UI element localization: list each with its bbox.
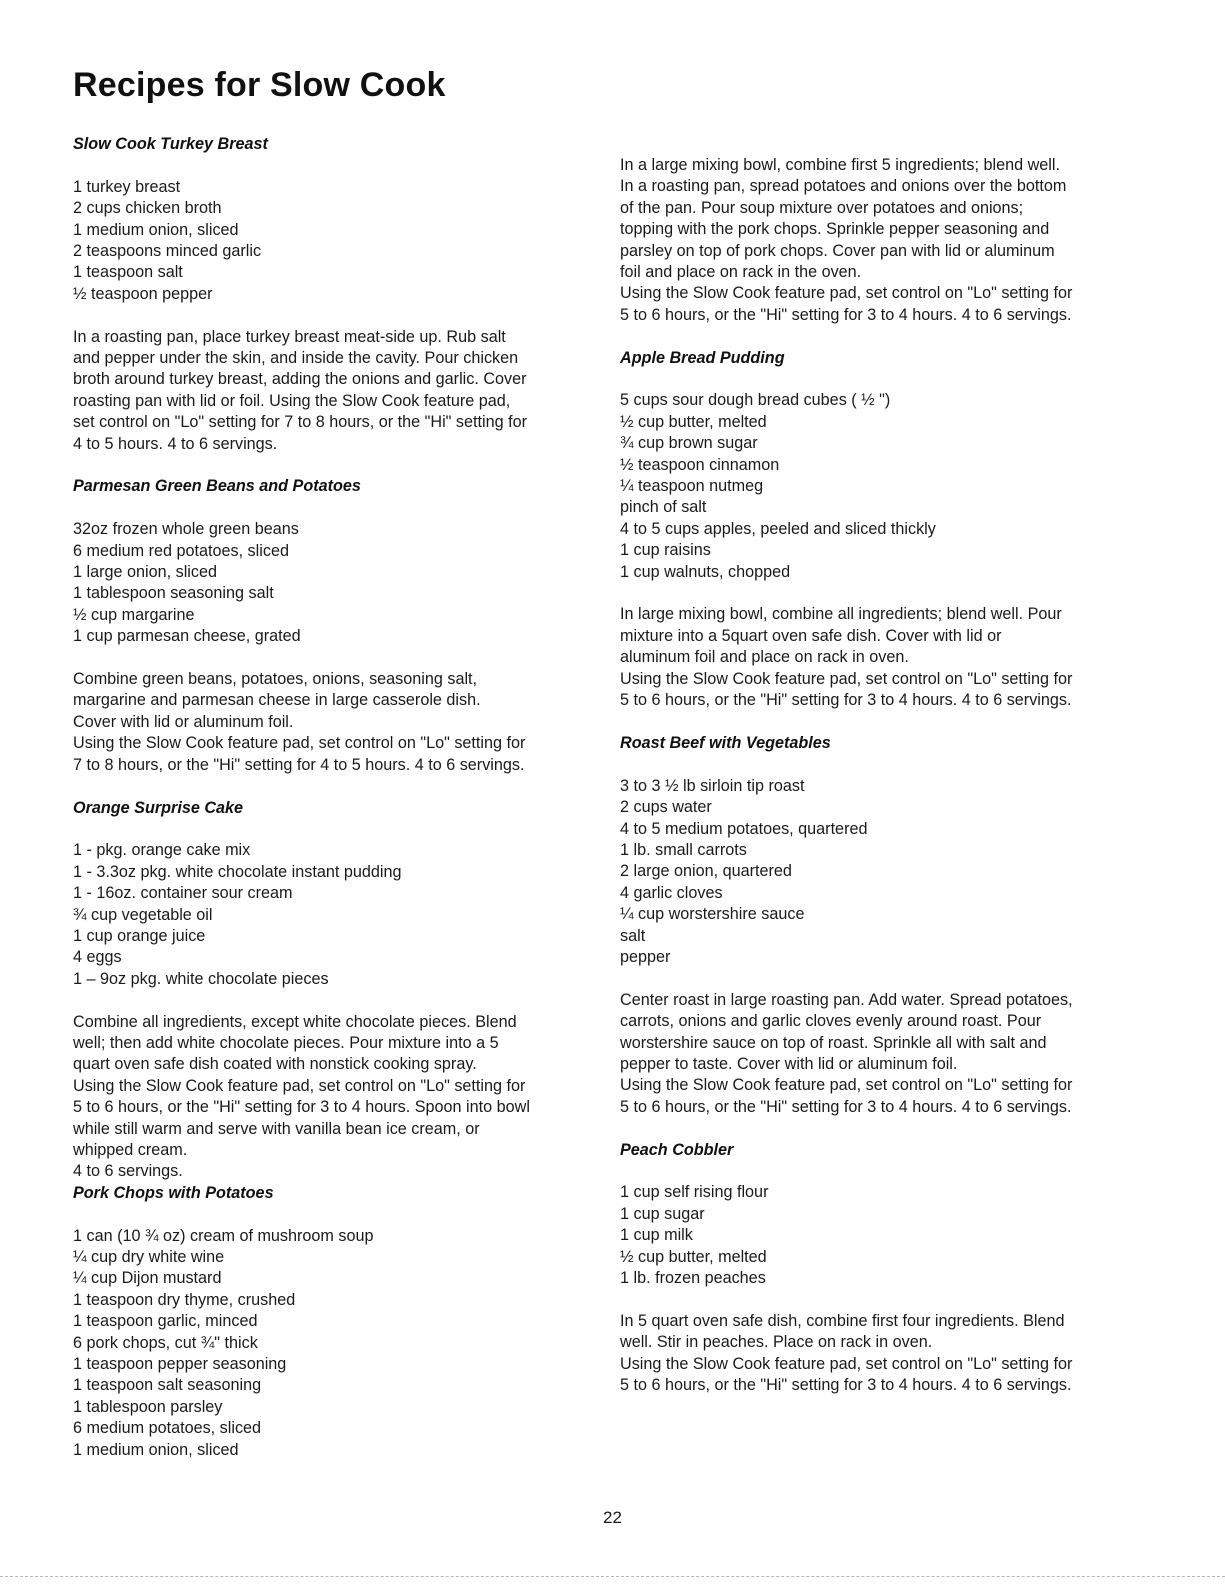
recipe-title: Parmesan Green Beans and Potatoes bbox=[73, 477, 361, 496]
scan-edge-divider bbox=[0, 1576, 1225, 1577]
recipe-pork-chops-continued bbox=[620, 155, 1145, 326]
ingredient-item: 2 cups water bbox=[620, 798, 712, 817]
ingredient-item: 1 cup parmesan cheese, grated bbox=[73, 627, 301, 646]
instruction-paragraph: Center roast in large roasting pan. Add water. Spread potatoes, carrots, onions and garlic cloves evenly around roast. Pour worstershire sauce on top of roast. Sprinkle all with salt and pepper to taste. Cover with lid or aluminum foil. bbox=[620, 990, 1073, 1073]
ingredient-list bbox=[73, 177, 598, 305]
instruction-paragraph: In a large mixing bowl, combine first 5 ingredients; blend well. In a roasting pan, spread potatoes and onions over the bottom of the pan. Pour soup mixture over potatoes and onions; topping with the pork chops. Sprinkle pepper seasoning and parsley on top of pork chops. Cover pan with lid or aluminum foil and place on rack in the oven. bbox=[620, 156, 1067, 282]
recipe-title: Pork Chops with Potatoes bbox=[73, 1183, 274, 1202]
ingredient-item: ¼ cup dry white wine bbox=[73, 1247, 225, 1266]
ingredient-item: 1 cup walnuts, chopped bbox=[620, 562, 791, 581]
ingredient-item: 1 medium onion, sliced bbox=[73, 220, 239, 239]
ingredient-item: 1 - pkg. orange cake mix bbox=[73, 841, 251, 860]
ingredient-item: 1 - 16oz. container sour cream bbox=[73, 884, 293, 903]
instruction-paragraph: Using the Slow Cook feature pad, set control on "Lo" setting for 7 to 8 hours, or the "Hi" setting for 4 to 5 hours. 4 to 6 servings. bbox=[73, 734, 526, 774]
instruction-paragraph: In 5 quart oven safe dish, combine first four ingredients. Blend well. Stir in peaches. Place on rack in oven. bbox=[620, 1311, 1065, 1352]
ingredient-item: salt bbox=[620, 926, 646, 945]
ingredient-item: 6 medium potatoes, sliced bbox=[73, 1419, 262, 1438]
ingredient-list bbox=[620, 1182, 1145, 1289]
instructions bbox=[620, 155, 1145, 326]
ingredient-list bbox=[620, 776, 1145, 969]
ingredient-item: 4 garlic cloves bbox=[620, 883, 723, 902]
recipe-title: Apple Bread Pudding bbox=[620, 348, 785, 367]
instructions bbox=[620, 1311, 1145, 1397]
ingredient-item: 1 teaspoon pepper seasoning bbox=[73, 1355, 287, 1374]
ingredient-item: 5 cups sour dough bread cubes ( ½ ") bbox=[620, 391, 891, 410]
ingredient-item: 1 teaspoon salt seasoning bbox=[73, 1376, 262, 1395]
recipe-roast-beef bbox=[620, 733, 1145, 1118]
ingredient-item: 1 teaspoon garlic, minced bbox=[73, 1312, 258, 1331]
page-title: Recipes for Slow Cook bbox=[73, 66, 446, 104]
instruction-paragraph: Using the Slow Cook feature pad, set control on "Lo" setting for 5 to 6 hours, or the "Hi" setting for 3 to 4 hours. 4 to 6 servings. bbox=[620, 1076, 1073, 1116]
recipe-pork-chops bbox=[73, 1183, 598, 1461]
ingredient-item: ½ cup butter, melted bbox=[620, 412, 767, 431]
ingredient-item: 1 lb. frozen peaches bbox=[620, 1269, 766, 1287]
ingredient-item: 1 – 9oz pkg. white chocolate pieces bbox=[73, 969, 329, 988]
instructions bbox=[73, 1012, 598, 1183]
ingredient-item: 1 teaspoon salt bbox=[73, 263, 183, 282]
ingredient-list bbox=[73, 840, 598, 990]
instruction-paragraph: Using the Slow Cook feature pad, set control on "Lo" setting for 5 to 6 hours, or the "Hi" setting for 3 to 4 hours. Spoon into bowl while still warm and serve with vanilla bean ice cream, or whipped cream. bbox=[73, 1076, 530, 1159]
ingredient-item: 1 turkey breast bbox=[73, 177, 181, 196]
ingredient-item: 1 cup milk bbox=[620, 1226, 693, 1245]
right-column bbox=[620, 134, 1145, 1418]
ingredient-item: 2 large onion, quartered bbox=[620, 862, 792, 881]
recipe-green-beans bbox=[73, 476, 598, 776]
ingredient-item: 1 cup orange juice bbox=[73, 926, 206, 945]
instructions bbox=[620, 990, 1145, 1118]
ingredient-item: 1 - 3.3oz pkg. white chocolate instant pudding bbox=[73, 862, 402, 881]
instruction-paragraph: Using the Slow Cook feature pad, set control on "Lo" setting for 5 to 6 hours, or the "Hi" setting for 3 to 4 hours. 4 to 6 servings. bbox=[620, 669, 1073, 710]
ingredient-item: ½ cup margarine bbox=[73, 605, 195, 624]
ingredient-item: 6 medium red potatoes, sliced bbox=[73, 541, 289, 560]
ingredient-item: 4 to 5 medium potatoes, quartered bbox=[620, 819, 868, 838]
instruction-paragraph: Combine green beans, potatoes, onions, seasoning salt, margarine and parmesan cheese in large casserole dish. Cover with lid or aluminum foil. bbox=[73, 670, 481, 731]
ingredient-item: 1 large onion, sliced bbox=[73, 563, 217, 582]
page-number: 22 bbox=[603, 1508, 622, 1527]
instruction-paragraph: Using the Slow Cook feature pad, set control on "Lo" setting for 5 to 6 hours, or the "Hi" setting for 3 to 4 hours. 4 to 6 servings. bbox=[620, 284, 1073, 324]
ingredient-item: 1 cup self rising flour bbox=[620, 1183, 769, 1202]
ingredient-list bbox=[73, 1226, 598, 1461]
ingredient-item: 1 can (10 ¾ oz) cream of mushroom soup bbox=[73, 1226, 374, 1245]
ingredient-item: 2 teaspoons minced garlic bbox=[73, 242, 262, 261]
ingredient-item: 1 medium onion, sliced bbox=[73, 1440, 239, 1459]
ingredient-item: ¼ cup Dijon mustard bbox=[73, 1269, 222, 1288]
ingredient-item: 32oz frozen whole green beans bbox=[73, 520, 299, 539]
left-column bbox=[73, 134, 598, 1482]
ingredient-item: ¾ cup brown sugar bbox=[620, 434, 758, 453]
instructions bbox=[73, 669, 598, 776]
recipe-title: Orange Surprise Cake bbox=[73, 798, 244, 817]
recipe-apple-pudding bbox=[620, 348, 1145, 712]
ingredient-item: 4 to 5 cups apples, peeled and sliced thickly bbox=[620, 519, 936, 538]
recipe-title: Roast Beef with Vegetables bbox=[620, 733, 831, 752]
instruction-paragraph: Using the Slow Cook feature pad, set control on "Lo" setting for 5 to 6 hours, or the "Hi" setting for 3 to 4 hours. 4 to 6 servings. bbox=[620, 1354, 1073, 1395]
ingredient-item: ½ teaspoon cinnamon bbox=[620, 455, 780, 474]
ingredient-item: 6 pork chops, cut ¾" thick bbox=[73, 1333, 258, 1352]
ingredient-list bbox=[620, 390, 1145, 583]
ingredient-item: 1 cup raisins bbox=[620, 541, 711, 560]
ingredient-item: 3 to 3 ½ lb sirloin tip roast bbox=[620, 776, 805, 795]
instructions bbox=[620, 604, 1145, 711]
ingredient-item: 1 cup sugar bbox=[620, 1204, 705, 1223]
recipe-turkey bbox=[73, 134, 598, 455]
ingredient-item: 1 lb. small carrots bbox=[620, 840, 747, 859]
ingredient-item: ½ cup butter, melted bbox=[620, 1247, 767, 1266]
ingredient-item: 1 tablespoon parsley bbox=[73, 1397, 223, 1416]
recipe-orange-cake bbox=[73, 798, 598, 1183]
ingredient-item: ¾ cup vegetable oil bbox=[73, 905, 213, 924]
instructions bbox=[73, 327, 598, 455]
ingredient-item: ¼ cup worstershire sauce bbox=[620, 905, 805, 924]
instruction-paragraph: In large mixing bowl, combine all ingredients; blend well. Pour mixture into a 5quart oven safe dish. Cover with lid or aluminum foil and place on rack in oven. bbox=[620, 605, 1062, 667]
recipe-title: Slow Cook Turkey Breast bbox=[73, 135, 268, 153]
ingredient-item: ½ teaspoon pepper bbox=[73, 284, 213, 303]
ingredient-item: pinch of salt bbox=[620, 498, 707, 517]
recipe-title: Peach Cobbler bbox=[620, 1140, 734, 1159]
ingredient-item: 1 tablespoon seasoning salt bbox=[73, 584, 274, 603]
instruction-paragraph: 4 to 6 servings. bbox=[73, 1162, 183, 1181]
recipe-peach-cobbler bbox=[620, 1140, 1145, 1397]
instruction-paragraph: Combine all ingredients, except white chocolate pieces. Blend well; then add white chocolate pieces. Pour mixture into a 5 quart oven safe dish coated with nonstick cooking spray. bbox=[73, 1012, 517, 1074]
ingredient-item: ¼ teaspoon nutmeg bbox=[620, 477, 764, 496]
ingredient-item: 4 eggs bbox=[73, 948, 122, 967]
ingredient-item: pepper bbox=[620, 947, 671, 966]
ingredient-item: 2 cups chicken broth bbox=[73, 199, 222, 218]
ingredient-list bbox=[73, 519, 598, 647]
ingredient-item: 1 teaspoon dry thyme, crushed bbox=[73, 1290, 296, 1309]
instruction-paragraph: In a roasting pan, place turkey breast meat-side up. Rub salt and pepper under the skin, and inside the cavity. Pour chicken broth around turkey breast, adding the onions and garlic. Cover roasting pan with lid or foil. Using the Slow Cook feature pad, set control on "Lo" setting for 7 to 8 hours, or the "Hi" setting for 4 to 5 hours. 4 to 6 servings. bbox=[73, 327, 527, 453]
